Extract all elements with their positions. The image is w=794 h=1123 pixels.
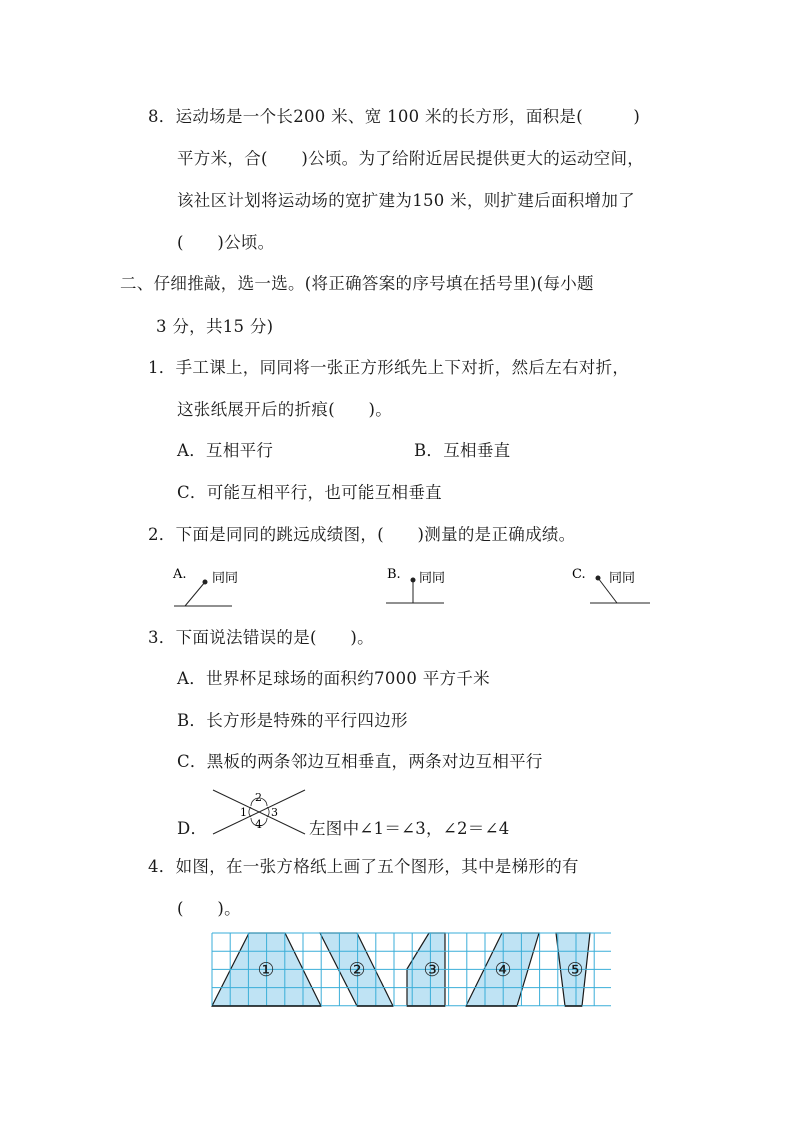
q1-option-a: A．互相平行 [177,441,274,460]
q3-option-d-text: 左图中∠1＝∠3，∠2＝∠4 [309,819,510,838]
q4-shape-label-5: ⑤ [566,959,584,981]
q8-line-4: ( )公顷。 [177,233,275,252]
q8-line-3: 该社区计划将运动场的宽扩建为150 米，则扩建后面积增加了 [177,191,635,210]
q2-figure-a [170,562,240,610]
q8-line-2: 平方米，合( )公顷。为了给附近居民提供更大的运动空间， [177,149,645,168]
angle-label-1: 1 [240,806,247,819]
q3-option-a: A．世界杯足球场的面积约7000 平方千米 [177,669,490,688]
angle-label-3: 3 [271,806,278,819]
q4-shape-label-3: ③ [423,959,441,981]
q2-figure-b-letter: B. [387,567,401,582]
q4-shape-label-1: ① [257,959,275,981]
q2-figure-c-letter: C. [572,567,586,582]
q3-option-c: C．黑板的两条邻边互相垂直，两条对边互相平行 [177,752,543,771]
q3-intersecting-lines-figure [205,786,310,838]
q1-option-b: B．互相垂直 [414,441,511,460]
angle-label-2: 2 [255,791,262,804]
q1-stem-line-1: 1．手工课上，同同将一张正方形纸先上下对折，然后左右对折， [148,358,630,377]
q2-stem: 2．下面是同同的跳远成绩图，( )测量的是正确成绩。 [148,525,576,544]
q8-line-1: 8．运动场是一个长200 米、宽 100 米的长方形，面积是( ) [148,107,641,126]
q2-figure-a-letter: A. [173,567,187,582]
angle-label-4: 4 [255,818,262,831]
q2-figure-b [384,562,454,610]
q2-figure-c-name: 同同 [609,571,636,586]
q3-option-d-letter: D． [177,819,208,838]
q4-shape-label-2: ② [348,959,366,981]
q1-option-c: C．可能互相平行，也可能互相垂直 [177,483,442,502]
q1-stem-line-2: 这张纸展开后的折痕( )。 [177,400,393,419]
q2-figure-c [570,562,655,610]
q2-figure-a-name: 同同 [212,571,239,586]
section-2-heading: 二、仔细推敲，选一选。(将正确答案的序号填在括号里)(每小题 [120,274,594,293]
q4-shape-label-4: ④ [494,959,512,981]
q3-stem: 3．下面说法错误的是( )。 [148,628,374,647]
q4-answer-blank: ( )。 [177,899,241,918]
q3-option-b: B．长方形是特殊的平行四边形 [177,711,408,730]
q4-stem: 4．如图，在一张方格纸上画了五个图形，其中是梯形的有 [148,857,579,876]
q2-figure-b-name: 同同 [419,571,446,586]
q4-grid-figure [205,928,617,1010]
section-2-heading-cont: 3 分，共15 分) [156,317,274,336]
